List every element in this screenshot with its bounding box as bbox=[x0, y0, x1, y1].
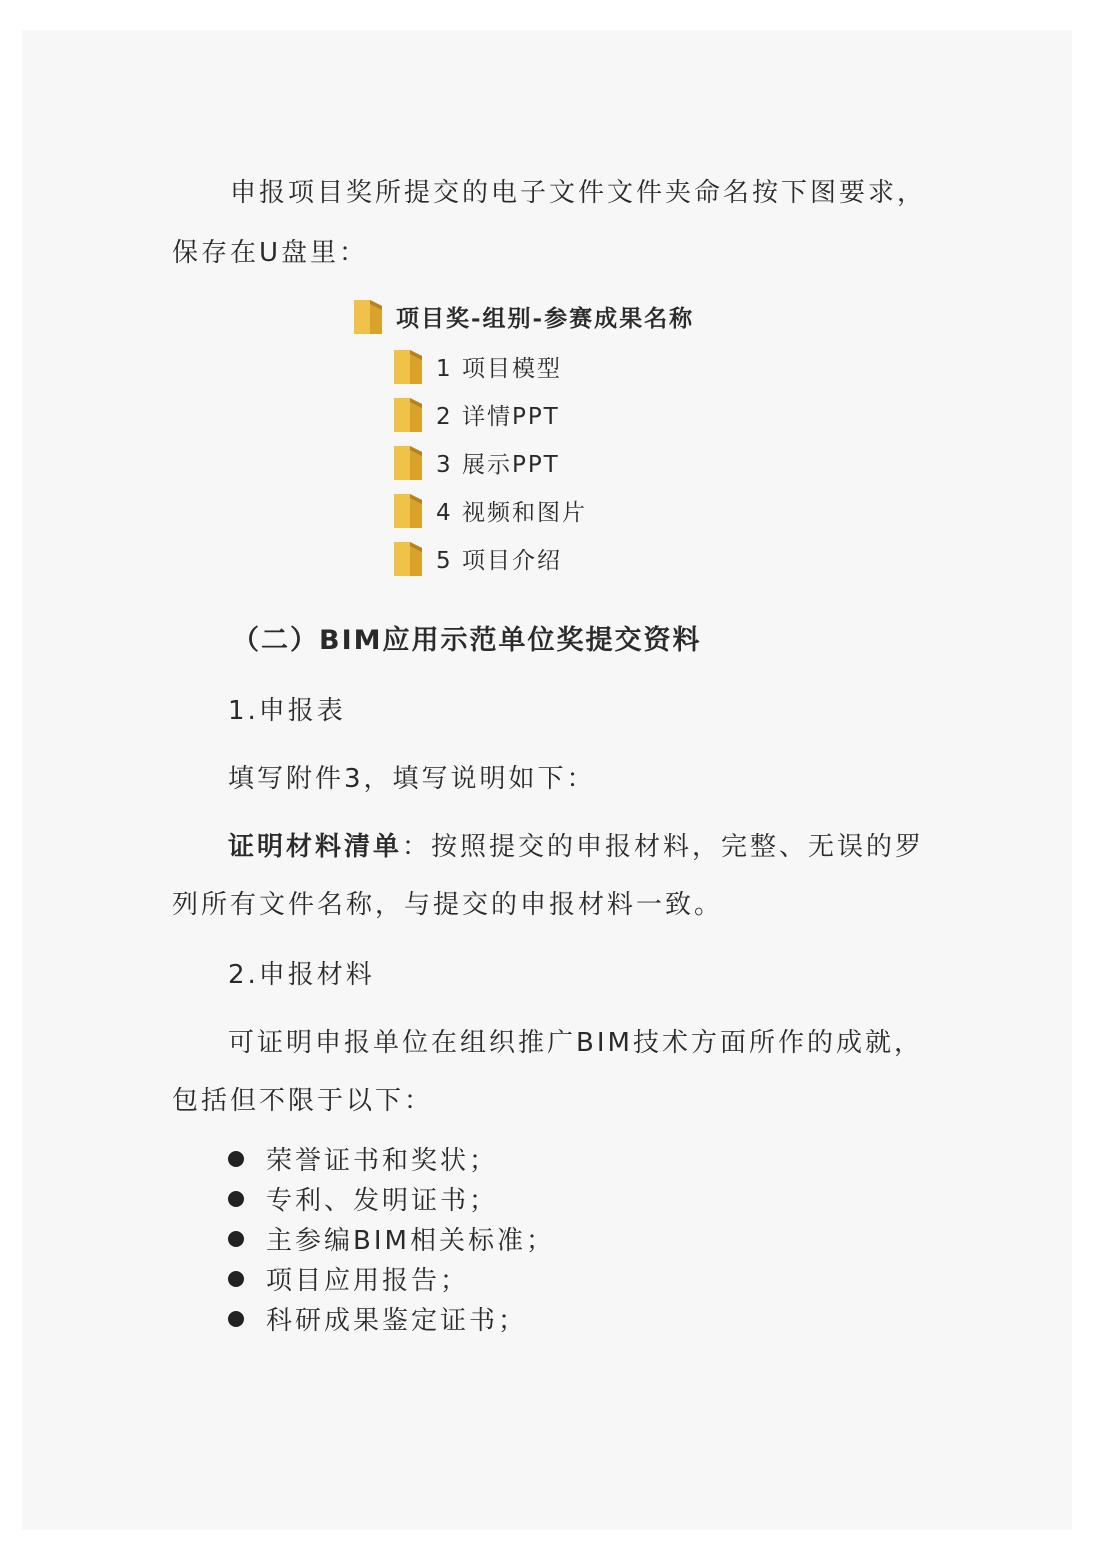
list-label: 证明材料清单 bbox=[228, 832, 403, 862]
bullet-item bbox=[228, 1260, 469, 1297]
bullet-icon bbox=[228, 1191, 244, 1207]
bullet-text: 专利、发明证书； bbox=[266, 1186, 499, 1216]
bullet-icon bbox=[228, 1271, 244, 1287]
intro-line-1: 申报项目奖所提交的电子文件文件夹命名按下图要求， bbox=[230, 178, 927, 208]
folder-child bbox=[392, 538, 562, 578]
folder-child bbox=[392, 442, 560, 482]
bullet-item bbox=[228, 1300, 527, 1337]
bullet-text: 科研成果鉴定证书； bbox=[266, 1306, 528, 1336]
folder-icon bbox=[392, 394, 424, 434]
item1-list-line-2: 列所有文件名称，与提交的申报材料一致。 bbox=[172, 890, 724, 920]
folder-child bbox=[392, 394, 560, 434]
folder-icon bbox=[392, 538, 424, 578]
bullet-icon bbox=[228, 1231, 244, 1247]
item2-desc-line-1: 可证明申报单位在组织推广BIM技术方面所作的成就， bbox=[228, 1028, 923, 1058]
bullet-icon bbox=[228, 1311, 244, 1327]
intro-line-2: 保存在U盘里： bbox=[172, 238, 369, 268]
bullet-item bbox=[228, 1180, 498, 1217]
bullet-text: 荣誉证书和奖状； bbox=[266, 1146, 499, 1176]
folder-icon bbox=[392, 442, 424, 482]
folder-child-label: 2 详情PPT bbox=[436, 403, 560, 430]
item2-desc-line-2: 包括但不限于以下： bbox=[172, 1086, 434, 1116]
bullet-item bbox=[228, 1140, 498, 1177]
folder-root bbox=[352, 296, 694, 336]
bullet-text: 主参编BIM相关标准； bbox=[266, 1226, 555, 1256]
bullet-icon bbox=[228, 1151, 244, 1167]
folder-icon bbox=[352, 296, 384, 336]
folder-child-label: 4 视频和图片 bbox=[436, 499, 587, 526]
folder-child-label: 5 项目介绍 bbox=[436, 547, 562, 574]
bullet-item bbox=[228, 1220, 555, 1257]
folder-root-label: 项目奖-组别-参赛成果名称 bbox=[396, 304, 695, 332]
folder-child-label: 3 展示PPT bbox=[436, 451, 560, 478]
list-desc: ：按照提交的申报材料，完整、无误的罗 bbox=[402, 832, 925, 862]
item1-list-line-1 bbox=[228, 826, 924, 863]
item1-fill-note: 填写附件3，填写说明如下： bbox=[228, 764, 596, 794]
folder-icon bbox=[392, 490, 424, 530]
bullet-text: 项目应用报告； bbox=[266, 1266, 470, 1296]
folder-child bbox=[392, 490, 587, 530]
item2-title: 2.申报材料 bbox=[228, 960, 375, 990]
section-heading: （二）BIM应用示范单位奖提交资料 bbox=[232, 625, 702, 656]
folder-child bbox=[392, 346, 562, 386]
folder-child-label: 1 项目模型 bbox=[436, 355, 562, 382]
folder-icon bbox=[392, 346, 424, 386]
item1-title: 1.申报表 bbox=[228, 696, 346, 726]
